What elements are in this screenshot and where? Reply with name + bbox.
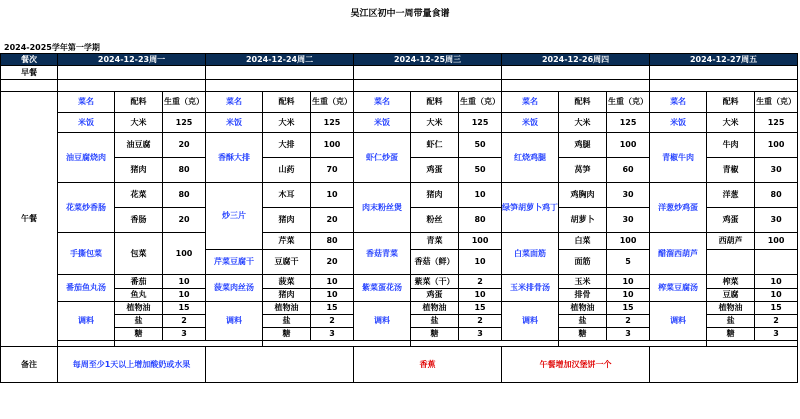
ingredient[interactable]: 糖 (707, 328, 755, 341)
ingredient[interactable]: 排骨 (559, 289, 607, 302)
ingredient[interactable]: 盐 (115, 315, 163, 328)
weight[interactable]: 100 (311, 133, 354, 158)
table-row (1, 302, 798, 315)
ingredient[interactable]: 鸡胸肉 (559, 183, 607, 208)
ingredient[interactable]: 大排 (263, 133, 311, 158)
weight[interactable]: 2 (459, 315, 502, 328)
weight[interactable]: 15 (755, 302, 798, 315)
table-row (1, 275, 798, 289)
weight[interactable]: 30 (755, 158, 798, 183)
remark-friday[interactable] (650, 347, 798, 383)
table-row (1, 233, 798, 250)
cell[interactable] (502, 80, 650, 92)
day-header[interactable]: 2024-12-25周三 (354, 54, 502, 66)
ingredient[interactable]: 植物油 (559, 302, 607, 315)
ingredient[interactable]: 盐 (411, 315, 459, 328)
weight[interactable]: 100 (163, 233, 206, 275)
ingredient[interactable]: 鸡腿 (559, 133, 607, 158)
weight[interactable]: 5 (607, 250, 650, 275)
dish-name[interactable]: 醋溜西葫芦 (650, 233, 707, 275)
ingredient[interactable]: 糖 (411, 328, 459, 341)
dish-name[interactable]: 油豆腐烧肉 (58, 133, 115, 183)
weight[interactable]: 125 (459, 113, 502, 133)
dish-name[interactable]: 洋葱炒鸡蛋 (650, 183, 707, 233)
ingredient[interactable]: 大米 (263, 113, 311, 133)
weight[interactable]: 50 (459, 158, 502, 183)
dish-name[interactable]: 米饭 (58, 113, 115, 133)
ingredient[interactable]: 香肠 (115, 208, 163, 233)
dish-name[interactable]: 手撕包菜 (58, 233, 115, 275)
dish-name[interactable]: 调料 (206, 302, 263, 341)
cell[interactable] (354, 80, 502, 92)
weight[interactable]: 2 (163, 315, 206, 328)
dish-name[interactable]: 绿笋胡萝卜鸡丁 (502, 183, 559, 233)
weight[interactable]: 2 (755, 315, 798, 328)
term-label: 2024-2025学年第一学期 (4, 43, 100, 52)
weight[interactable]: 125 (755, 113, 798, 133)
breakfast-label[interactable]: 早餐 (1, 66, 58, 80)
remark-wednesday[interactable]: 香蕉 (354, 347, 502, 383)
weight[interactable]: 30 (607, 208, 650, 233)
weight[interactable]: 10 (755, 289, 798, 302)
cell[interactable] (650, 80, 798, 92)
ingredient[interactable]: 大米 (559, 113, 607, 133)
dish-name[interactable]: 调料 (650, 302, 707, 341)
ingredient[interactable]: 牛肉 (707, 133, 755, 158)
cell[interactable] (206, 80, 354, 92)
weight[interactable]: 10 (459, 250, 502, 275)
weight[interactable]: 70 (311, 158, 354, 183)
weekly-menu-table (0, 53, 798, 383)
weight[interactable]: 20 (311, 208, 354, 233)
weight[interactable]: 10 (163, 289, 206, 302)
ingredient[interactable]: 植物油 (115, 302, 163, 315)
table-row (1, 113, 798, 133)
dish-name[interactable]: 调料 (502, 302, 559, 341)
ingredient[interactable] (707, 250, 755, 275)
ingredient[interactable]: 大米 (411, 113, 459, 133)
ingredient[interactable]: 糖 (559, 328, 607, 341)
weight[interactable]: 3 (755, 328, 798, 341)
weight[interactable]: 80 (311, 233, 354, 250)
weight[interactable]: 15 (607, 302, 650, 315)
dish-name[interactable]: 米饭 (650, 113, 707, 133)
weight-col-label[interactable]: 生重（克） (755, 92, 798, 113)
ingredient[interactable]: 鸡蛋 (411, 289, 459, 302)
weight[interactable]: 2 (311, 315, 354, 328)
dish-name[interactable]: 调料 (354, 302, 411, 341)
dish-name[interactable]: 米饭 (354, 113, 411, 133)
ingredient[interactable]: 木耳 (263, 183, 311, 208)
weight[interactable]: 125 (607, 113, 650, 133)
dish-name[interactable]: 番茄鱼丸汤 (58, 275, 115, 302)
breakfast-row (1, 66, 798, 80)
ingredient[interactable]: 植物油 (707, 302, 755, 315)
weight[interactable]: 10 (459, 289, 502, 302)
dish-col-label[interactable]: 菜名 (502, 92, 559, 113)
weight[interactable]: 80 (459, 208, 502, 233)
weight[interactable]: 20 (163, 133, 206, 158)
day-header[interactable]: 2024-12-26周四 (502, 54, 650, 66)
dish-name[interactable]: 米饭 (502, 113, 559, 133)
cell[interactable] (502, 66, 650, 80)
weight-col-label[interactable]: 生重（克） (459, 92, 502, 113)
ingredient-col-label[interactable]: 配料 (559, 92, 607, 113)
weight[interactable]: 125 (311, 113, 354, 133)
ingredient[interactable]: 猪肉 (411, 183, 459, 208)
weight[interactable]: 100 (755, 133, 798, 158)
ingredient[interactable]: 猪肉 (263, 208, 311, 233)
dish-name[interactable]: 紫菜蛋花汤 (354, 275, 411, 302)
ingredient[interactable]: 豆腐 (707, 289, 755, 302)
ingredient[interactable]: 鸡蛋 (411, 158, 459, 183)
weight[interactable]: 15 (311, 302, 354, 315)
cell[interactable] (58, 80, 206, 92)
ingredient[interactable]: 大米 (707, 113, 755, 133)
remark-monday[interactable]: 每周至少1天以上增加酸奶或水果 (58, 347, 206, 383)
cell[interactable] (58, 66, 206, 80)
dish-name[interactable]: 青椒牛肉 (650, 133, 707, 183)
dish-name[interactable]: 芹菜豆腐干 (206, 250, 263, 275)
ingredient[interactable]: 香菇（鲜） (411, 250, 459, 275)
weight[interactable]: 100 (607, 233, 650, 250)
ingredient[interactable]: 糖 (115, 328, 163, 341)
dish-col-label[interactable]: 菜名 (650, 92, 707, 113)
cell[interactable] (354, 66, 502, 80)
weight[interactable]: 80 (163, 183, 206, 208)
ingredient[interactable]: 莴笋 (559, 158, 607, 183)
weight[interactable]: 60 (607, 158, 650, 183)
lunch-label[interactable]: 午餐 (1, 92, 58, 347)
remark-thursday[interactable]: 午餐增加汉堡饼一个 (502, 347, 650, 383)
ingredient[interactable]: 猪肉 (263, 289, 311, 302)
ingredient[interactable]: 大米 (115, 113, 163, 133)
meal-type-header[interactable]: 餐次 (1, 54, 58, 66)
dish-name[interactable]: 虾仁炒蛋 (354, 133, 411, 183)
ingredient[interactable]: 豆腐干 (263, 250, 311, 275)
ingredient[interactable]: 胡萝卜 (559, 208, 607, 233)
ingredient[interactable]: 鱼丸 (115, 289, 163, 302)
day-header[interactable]: 2024-12-23周一 (58, 54, 206, 66)
sheet-title: 吴江区初中一周带量食谱 (350, 9, 450, 19)
weight[interactable]: 10 (607, 275, 650, 289)
weight[interactable]: 10 (311, 183, 354, 208)
weight[interactable]: 125 (163, 113, 206, 133)
ingredient[interactable]: 白菜 (559, 233, 607, 250)
dish-name[interactable]: 调料 (58, 302, 115, 341)
dish-name[interactable]: 白菜面筋 (502, 233, 559, 275)
weight-col-label[interactable]: 生重（克） (607, 92, 650, 113)
ingredient[interactable]: 油豆腐 (115, 133, 163, 158)
dish-name[interactable]: 榨菜豆腐汤 (650, 275, 707, 302)
dish-name[interactable]: 炒三片 (206, 183, 263, 250)
weight[interactable]: 30 (755, 208, 798, 233)
weight[interactable]: 10 (459, 183, 502, 208)
ingredient[interactable]: 面筋 (559, 250, 607, 275)
weight[interactable]: 20 (163, 208, 206, 233)
weight[interactable]: 10 (311, 289, 354, 302)
dish-col-label[interactable]: 菜名 (58, 92, 115, 113)
ingredient[interactable]: 番茄 (115, 275, 163, 289)
weight[interactable]: 3 (607, 328, 650, 341)
ingredient[interactable]: 糖 (263, 328, 311, 341)
ingredient[interactable]: 菠菜 (263, 275, 311, 289)
spacer-row (1, 80, 798, 92)
cell[interactable] (1, 80, 58, 92)
table-row (1, 183, 798, 208)
weight[interactable]: 80 (755, 183, 798, 208)
remarks-row (1, 347, 798, 383)
dish-name[interactable]: 香菇青菜 (354, 233, 411, 275)
ingredient[interactable]: 青椒 (707, 158, 755, 183)
header-row (1, 54, 798, 66)
ingredient-col-label[interactable]: 配料 (411, 92, 459, 113)
weight[interactable]: 15 (163, 302, 206, 315)
weight[interactable]: 30 (607, 183, 650, 208)
weight[interactable]: 10 (607, 289, 650, 302)
weight[interactable]: 3 (311, 328, 354, 341)
ingredient[interactable]: 盐 (263, 315, 311, 328)
dish-name[interactable]: 玉米排骨汤 (502, 275, 559, 302)
weight[interactable] (755, 250, 798, 275)
ingredient[interactable]: 芹菜 (263, 233, 311, 250)
ingredient[interactable]: 青菜 (411, 233, 459, 250)
ingredient[interactable]: 植物油 (263, 302, 311, 315)
ingredient[interactable]: 西葫芦 (707, 233, 755, 250)
day-header[interactable]: 2024-12-24周二 (206, 54, 354, 66)
weight[interactable]: 50 (459, 133, 502, 158)
ingredient[interactable]: 虾仁 (411, 133, 459, 158)
remarks-label[interactable]: 备注 (1, 347, 58, 383)
remark-tuesday[interactable] (206, 347, 354, 383)
weight[interactable]: 10 (163, 275, 206, 289)
ingredient[interactable]: 紫菜（干） (411, 275, 459, 289)
weight[interactable]: 10 (311, 275, 354, 289)
weight[interactable]: 2 (459, 275, 502, 289)
dish-name[interactable]: 香酥大排 (206, 133, 263, 183)
dish-name[interactable]: 花菜炒香肠 (58, 183, 115, 233)
weight[interactable]: 15 (459, 302, 502, 315)
ingredient-col-label[interactable]: 配料 (115, 92, 163, 113)
weight[interactable]: 10 (755, 275, 798, 289)
ingredient[interactable]: 洋葱 (707, 183, 755, 208)
weight[interactable]: 100 (755, 233, 798, 250)
ingredient[interactable]: 鸡蛋 (707, 208, 755, 233)
dish-col-label[interactable]: 菜名 (206, 92, 263, 113)
weight[interactable]: 20 (311, 250, 354, 275)
weight[interactable]: 2 (607, 315, 650, 328)
ingredient[interactable]: 盐 (559, 315, 607, 328)
ingredient[interactable]: 山药 (263, 158, 311, 183)
column-label-row (1, 92, 798, 113)
weight[interactable]: 80 (163, 158, 206, 183)
cell[interactable] (650, 66, 798, 80)
dish-name[interactable]: 红烧鸡腿 (502, 133, 559, 183)
ingredient[interactable]: 粉丝 (411, 208, 459, 233)
dish-name[interactable]: 肉末粉丝煲 (354, 183, 411, 233)
ingredient-col-label[interactable]: 配料 (263, 92, 311, 113)
ingredient-col-label[interactable]: 配料 (707, 92, 755, 113)
weight-col-label[interactable]: 生重（克） (163, 92, 206, 113)
ingredient[interactable]: 玉米 (559, 275, 607, 289)
ingredient[interactable]: 植物油 (411, 302, 459, 315)
dish-col-label[interactable]: 菜名 (354, 92, 411, 113)
weight[interactable]: 100 (459, 233, 502, 250)
cell[interactable] (206, 66, 354, 80)
weight[interactable]: 100 (607, 133, 650, 158)
weight-col-label[interactable]: 生重（克） (311, 92, 354, 113)
ingredient[interactable]: 榨菜 (707, 275, 755, 289)
dish-name[interactable]: 米饭 (206, 113, 263, 133)
dish-name[interactable]: 菠菜肉丝汤 (206, 275, 263, 302)
ingredient[interactable]: 盐 (707, 315, 755, 328)
table-row (1, 133, 798, 158)
ingredient[interactable]: 包菜 (115, 233, 163, 275)
ingredient[interactable]: 花菜 (115, 183, 163, 208)
weight[interactable]: 3 (459, 328, 502, 341)
weight[interactable]: 3 (163, 328, 206, 341)
ingredient[interactable]: 猪肉 (115, 158, 163, 183)
day-header[interactable]: 2024-12-27周五 (650, 54, 798, 66)
